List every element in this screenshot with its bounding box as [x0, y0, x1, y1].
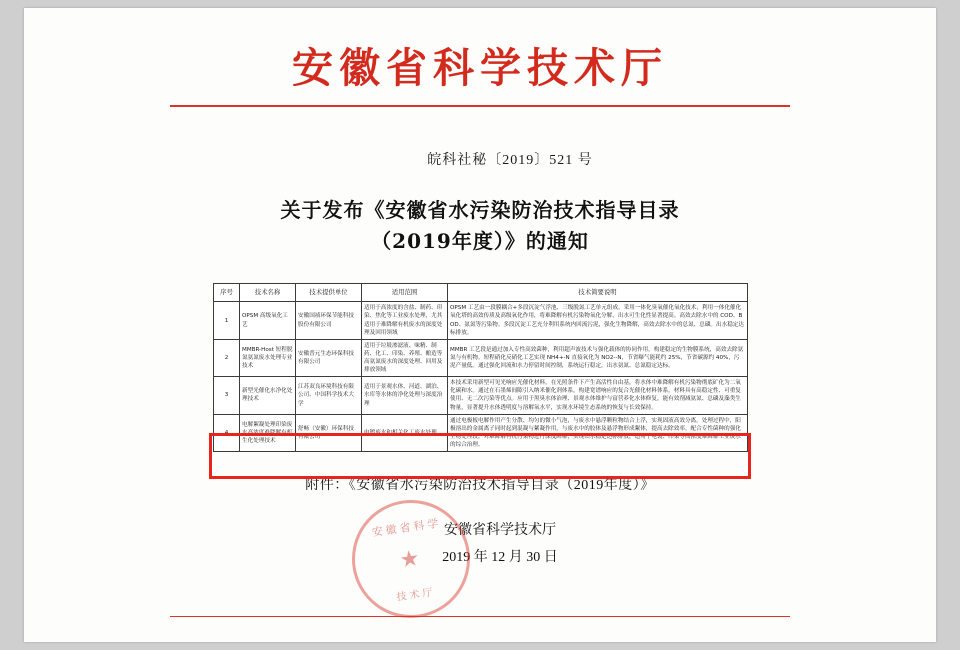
- cell-provider-unit: 安徽普元生态环保科技有限公司: [296, 339, 362, 376]
- cell-scope: 适用于高浓度的含盐、制药、印染、焦化等工业废水处理，尤其适用于难降解有机废水的深度处理及回用领域: [362, 302, 448, 339]
- document-title-line1: 关于发布《安徽省水污染防治技术指导目录: [280, 198, 680, 223]
- technology-catalog-table: [213, 283, 748, 452]
- cell-description: MMBR 工艺段是通过加入专性高效菌种，利用超声波技术与强化载体的协同作用，构建稳定的生物膜系统，高效去除氨氮与有机物。短程硝化反硝化工艺实现 NH4+-N 直接氧化为 NO2--N，节省曝气能耗约 25%，节省碳源约 40%，污泥产量低。通过强化回流和水力停留时间控制，系统运行稳定，出水氨氮、总氮稳定达标。: [448, 339, 748, 376]
- document-number-line: [24, 149, 936, 169]
- seal-bottom-text: 技术厅: [396, 587, 437, 604]
- signature-text: [442, 518, 558, 571]
- cell-scope: 电镀废水和相关化工废水处理: [362, 414, 448, 451]
- footer-red-divider: [170, 616, 790, 617]
- document-title-line2: （2019年度）》的通知: [371, 229, 589, 254]
- cell-scope: 适用于景观水体、河道、湖泊、水库等水体的净化处理与深度治理: [362, 377, 448, 414]
- cell-no: 3: [214, 377, 240, 414]
- document-header: [24, 8, 936, 107]
- cell-technology-name: 新型光催化水净化处理技术: [240, 377, 296, 414]
- cell-provider-unit: 江苏双良环境科技有限公司、中国科学技术大学: [296, 377, 362, 414]
- cell-scope: 适用于垃圾渗滤液、味精、制药、化工、印染、养殖、酿造等高氨氮废水的深度处理、回用及排放领域: [362, 339, 448, 376]
- cell-no: 1: [214, 302, 240, 339]
- cell-no: 2: [214, 339, 240, 376]
- document-title: [24, 195, 936, 257]
- column-header-no: 序号: [214, 284, 240, 302]
- cell-no: 4: [214, 414, 240, 451]
- seal-star-icon: ★: [397, 544, 424, 573]
- cell-technology-name: OPSM 高级氧化工艺: [240, 302, 296, 339]
- technology-catalog-table-wrapper: [213, 283, 747, 452]
- cell-technology-name: MMBR-Host 短程脱氮氨氮废水处理专业技术: [240, 339, 296, 376]
- table-row: [214, 414, 748, 451]
- document-number: 皖科社秘〔2019〕521 号: [427, 153, 593, 169]
- column-header-name: 技术名称: [240, 284, 296, 302]
- cell-description: OPSM 工艺由一段膜耦合+多段沉淀气浮池、三级脱氮工艺单元组成。采用一体化臭氧催化氧化技术，利用一体化催化氧化塔的高效传质及高级氧化作用，将难降解有机污染物氧化分解，出水可生化性显著提高。高效去除水中的 COD、BOD、氨氮等污染物。多段沉淀工艺充分利用系统内回流污泥，强化生物降解，高效去除水中的总氮、总磷。出水稳定达标排放。: [448, 302, 748, 339]
- column-header-description: 技术简要说明: [448, 284, 748, 302]
- issuing-organization-title: 安徽省科学技术厅: [292, 44, 668, 92]
- attachment-note: 附件：《安徽省水污染防治技术指导目录（2019年度）》: [305, 478, 655, 494]
- column-header-scope: 适用范围: [362, 284, 448, 302]
- cell-description: 本技术采用新型可见光响应光催化材料，在光照条件下产生高活性自由基，将水体中难降解有机污染物彻底矿化为二氧化碳和水。通过在石墨烯间隙引入纳米催化剂体系，构建宽谱响应的复合光催化材料体系，材料具有高稳定性、可重复使用、无二次污染等优点。应用于黑臭水体治理、景观水体维护与富营养化水体修复，能有效削减氨氮、总磷及藻类生物量，显著提升水体透明度与溶解氧水平，实现水环境生态系统的恢复与长效保持。: [448, 377, 748, 414]
- cell-provider-unit: 舒畅（安徽）环保科技有限公司: [296, 414, 362, 451]
- table-row: [214, 339, 748, 376]
- table-header-row: [214, 284, 748, 302]
- table-row: [214, 302, 748, 339]
- seal-top-text: 安徽省科学: [371, 517, 443, 540]
- signature-block: [24, 518, 936, 602]
- signature-date: 2019 年 12 月 30 日: [442, 549, 558, 565]
- cell-provider-unit: 安徽国祯环保节能科技股份有限公司: [296, 302, 362, 339]
- document-page: [24, 8, 936, 642]
- column-header-unit: 技术提供单位: [296, 284, 362, 302]
- cell-technology-name: 电解絮凝处理印染废水高浓度难降解有机生化处理技术: [240, 414, 296, 451]
- table-row-highlighted: [214, 377, 748, 414]
- cell-description: 通过电极板电解作用产生分散、均匀的微小气泡，与废水中悬浮颗粒物结合上浮，实现固液高效分离。处理过程中，阳极溶出的金属离子同时起到混凝与絮凝作用，与废水中的胶体及悬浮物形成絮体，提高去除效率。配合专性菌种的强化生物处理段，对难降解有机污染物进行深度降解，实现出水稳定达标排放，适用于电镀、印染等高浓度难降解工业废水的综合治理。: [448, 414, 748, 451]
- signer-name: 安徽省科学技术厅: [444, 523, 556, 539]
- header-red-divider: [170, 105, 790, 107]
